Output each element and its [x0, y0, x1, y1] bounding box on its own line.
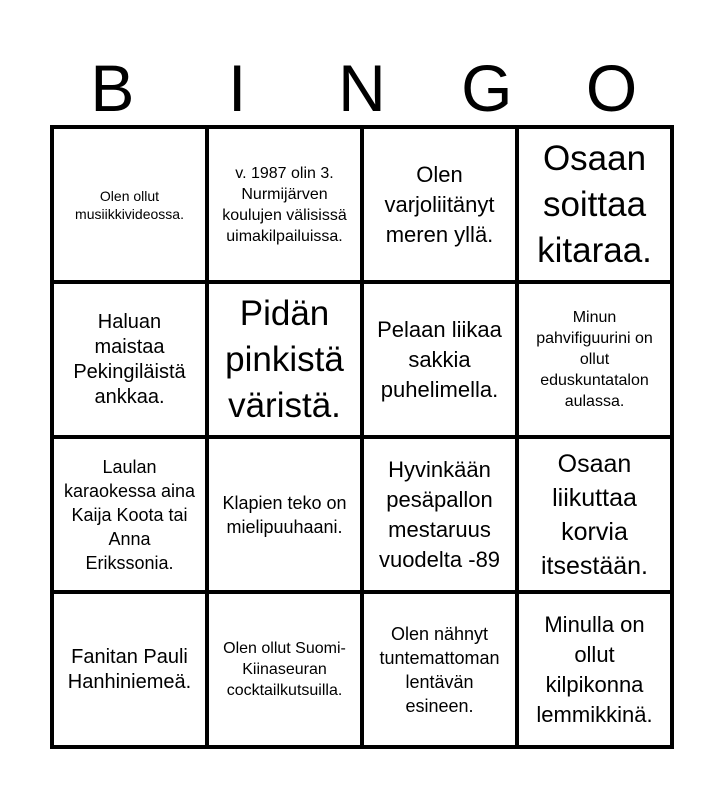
bingo-cell[interactable]	[52, 127, 207, 282]
cell-text: Olen ollut Suomi-Kiinaseuran cocktailkutsuilla.	[223, 640, 346, 699]
cell-text: v. 1987 olin 3. Nurmijärven koulujen välisissä uimakilpailuissa.	[222, 164, 347, 245]
bingo-cell[interactable]	[362, 592, 517, 747]
header-letter-n: N	[338, 51, 386, 125]
cell-text: Minulla on ollut kilpikonna lemmikkinä.	[536, 611, 653, 727]
cell-text: Olen ollut musiikkivideossa.	[75, 187, 184, 222]
cell-text: Pelaan liikaa sakkia puhelimella.	[377, 316, 502, 402]
cell-text: Minun pahvifiguurini on ollut eduskuntatalon aulassa.	[536, 309, 653, 410]
bingo-cell[interactable]	[362, 282, 517, 437]
bingo-cell[interactable]	[517, 127, 672, 282]
header-letter-b: B	[90, 51, 135, 125]
bingo-card	[50, 125, 674, 749]
bingo-cell[interactable]	[52, 437, 207, 592]
cell-text: Osaan soittaa kitaraa.	[537, 138, 652, 270]
header-letter-g: G	[461, 51, 513, 125]
cell-text: Klapien teko on mielipuuhaani.	[222, 492, 347, 537]
bingo-cell[interactable]	[517, 437, 672, 592]
bingo-cell[interactable]	[52, 282, 207, 437]
bingo-cell[interactable]	[207, 282, 362, 437]
cell-text: Hyvinkään pesäpallon mestaruus vuodelta -89	[378, 456, 501, 572]
cell-text: Olen varjoliitänyt meren yllä.	[384, 161, 495, 247]
header-letter-i: I	[228, 51, 247, 125]
bingo-cell[interactable]	[362, 437, 517, 592]
cell-text: Pidän pinkistä väristä.	[225, 293, 344, 425]
bingo-cell[interactable]	[207, 592, 362, 747]
bingo-cell[interactable]	[207, 437, 362, 592]
bingo-cell[interactable]	[517, 282, 672, 437]
cell-text: Olen nähnyt tuntemattoman lentävän esineen.	[379, 623, 500, 716]
cell-text: Fanitan Pauli Hanhiniemeä.	[67, 645, 192, 693]
cell-text: Haluan maistaa Pekingiläistä ankkaa.	[73, 310, 186, 408]
cell-text: Laulan karaokessa aina Kaija Koota tai Anna Erikssonia.	[63, 456, 196, 573]
bingo-cell[interactable]	[517, 592, 672, 747]
bingo-cell[interactable]	[362, 127, 517, 282]
header-letter-o: O	[585, 51, 638, 125]
bingo-cell[interactable]	[207, 127, 362, 282]
bingo-header	[50, 50, 674, 126]
cell-text: Osaan liikuttaa korvia itsestään.	[540, 449, 648, 580]
bingo-cell[interactable]	[52, 592, 207, 747]
